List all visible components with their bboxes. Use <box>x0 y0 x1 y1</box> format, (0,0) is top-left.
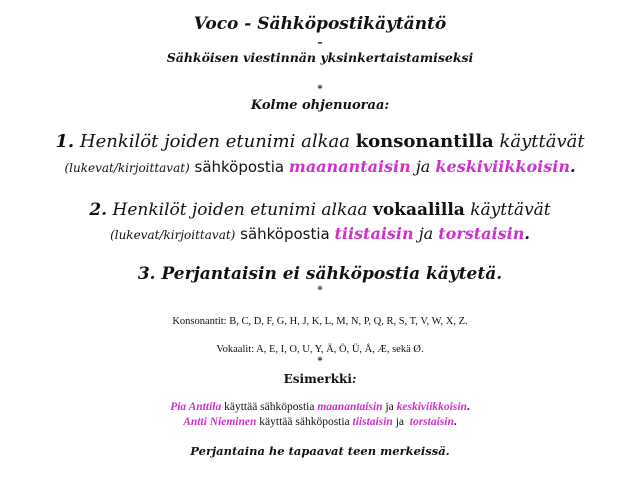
rule-2-text-end: käyttävät <box>464 200 551 220</box>
rule-1-line-1 <box>0 131 640 152</box>
example-1-day-2: keskiviikkoisin <box>396 401 467 413</box>
rule-1-paren: (lukevat/kirjoittavat) <box>64 161 190 175</box>
separator-asterisk: * <box>317 285 323 296</box>
rule-3: 3. Perjantaisin ei sähköpostia käytetä. <box>137 264 503 284</box>
example-1-period: . <box>466 401 470 413</box>
rule-2-number: 2. <box>89 200 108 220</box>
document-title: Voco - Sähköpostikäytäntö <box>193 14 447 34</box>
example-1-verb: käyttää sähköpostia <box>221 401 318 413</box>
example-1-and: ja <box>382 401 397 413</box>
rule-2-paren: (lukevat/kirjoittavat) <box>110 228 236 242</box>
example-1-name: Pia Anttila <box>170 401 222 413</box>
example-2 <box>0 416 640 428</box>
rule-2-line-2 <box>0 224 640 243</box>
rule-2-keyword: vokaalilla <box>372 200 465 220</box>
rule-1-number: 1. <box>55 131 75 152</box>
consonants-list: Konsonantit: B, C, D, F, G, H, J, K, L, M, N, P, Q, R, S, T, V, W, X, Z. <box>172 316 468 327</box>
example-2-period: . <box>453 416 457 428</box>
rule-1-line-2 <box>0 157 640 176</box>
rules-heading: Kolme ohjenuoraa: <box>250 98 390 113</box>
separator-asterisk: * <box>317 356 323 367</box>
example-2-name: Antti Nieminen <box>183 416 257 428</box>
example-2-verb: käyttää sähköpostia <box>256 416 353 428</box>
rule-2-and: ja <box>413 224 439 243</box>
example-1 <box>0 401 640 413</box>
document-subtitle: Sähköisen viestinnän yksinkertaistamiseksi <box>166 50 474 65</box>
rule-1-and: ja <box>410 157 436 176</box>
rule-2-period: . <box>524 224 530 243</box>
examples-heading-text: Esimerkki <box>283 372 352 386</box>
closing-note: Perjantaina he tapaavat teen merkeissä. <box>190 444 450 458</box>
example-1-day-1: maanantaisin <box>317 401 383 413</box>
examples-heading-colon: : <box>351 372 357 386</box>
title-dash: – <box>317 36 323 49</box>
rule-2-day-1: tiistaisin <box>334 224 414 243</box>
rule-1-text: Henkilöt joiden etunimi alkaa <box>74 131 356 152</box>
rule-1-keyword: konsonantilla <box>355 131 494 152</box>
rule-2-line-1 <box>0 200 640 220</box>
rule-2-text: Henkilöt joiden etunimi alkaa <box>107 200 373 220</box>
examples-heading <box>0 372 640 386</box>
rule-1-day-1: maanantaisin <box>288 157 411 176</box>
rule-1-text-end: käyttävät <box>493 131 585 152</box>
rule-1-period: . <box>569 157 576 176</box>
rule-2-verb: sähköpostia <box>235 225 335 243</box>
vowels-list: Vokaalit: A, E, I, O, U, Y, Ä, Ö, Ü, Å, Æ, sekä Ø. <box>216 344 424 355</box>
rule-1-day-2: keskiviikkoisin <box>435 157 570 176</box>
example-2-and: ja <box>392 416 410 428</box>
example-2-day-1: tiistaisin <box>352 416 393 428</box>
separator-asterisk: * <box>317 84 323 95</box>
rule-2-day-2: torstaisin <box>438 224 525 243</box>
rule-1-verb: sähköpostia <box>189 158 289 176</box>
example-2-day-2: torstaisin <box>409 416 454 428</box>
